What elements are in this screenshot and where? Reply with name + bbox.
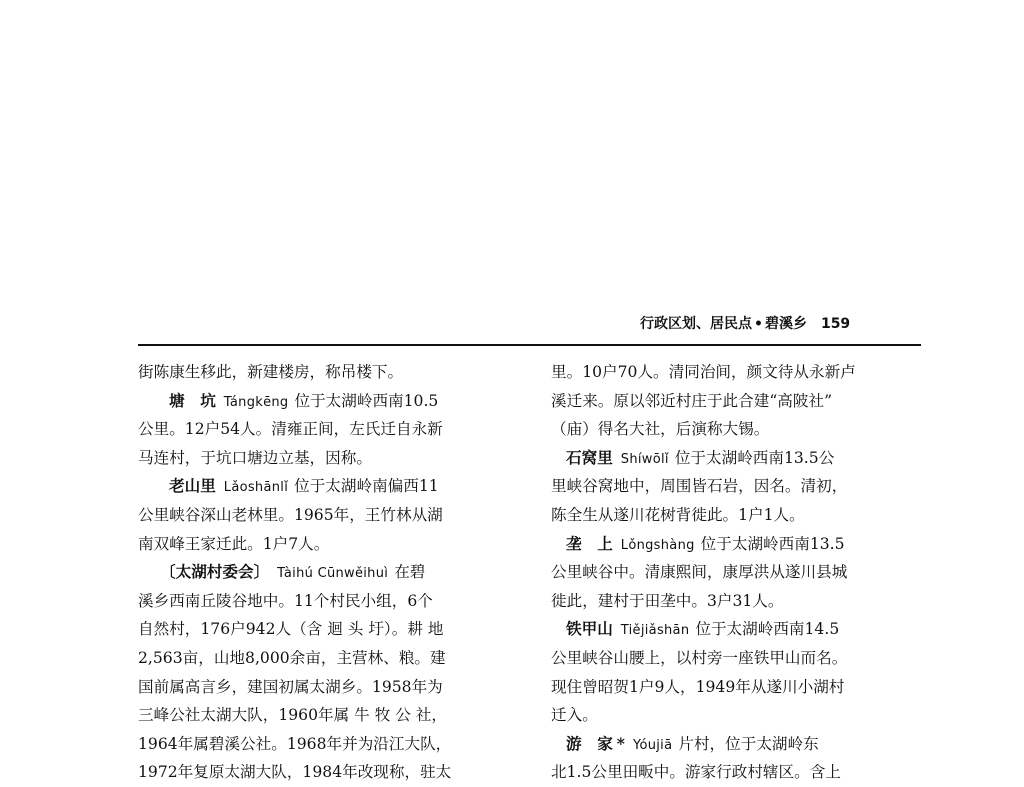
entry-line-laoshanli: [138, 472, 510, 501]
entry-desc: 片村，位于太湖岭东: [678, 734, 819, 753]
text-line: 南双峰王家迁此。1户7人。: [138, 534, 330, 553]
header-section: 行政区划、居民点: [640, 316, 752, 332]
text-line: 公里峡谷山腰上，以村旁一座铁甲山而名。: [551, 648, 848, 667]
text-line: 2,563亩，山地8,000余亩，主营林、粮。建: [138, 648, 446, 667]
text-line: 马连村，于坑口塘边立基，因称。: [138, 448, 372, 467]
text-line: 国前属高言乡，建国初属太湖乡。1958年为: [138, 677, 443, 696]
text-line: （庙）得名大社，后演称大锡。: [551, 420, 770, 439]
entry-line-shiwoli: [551, 444, 923, 473]
header-separator: •: [754, 316, 763, 332]
page-number: 159: [820, 316, 851, 332]
entry-desc: 位于太湖岭西南13.5: [700, 534, 845, 553]
text-line: 三峰公社太湖大队，1960年属 牛 牧 公 社，: [138, 706, 448, 725]
entry-line-tangkeng: [138, 387, 510, 416]
text-line: 陈全生从遂川花树背徙此。1户1人。: [551, 505, 805, 524]
entry-name: 垄 上: [566, 533, 613, 553]
text-line: 徙此，建村于田垄中。3户31人。: [551, 591, 784, 610]
entry-pinyin: Shíwōlǐ: [620, 451, 669, 467]
text-line: 里。10户70人。清同治间，颜文待从永新卢: [551, 363, 856, 381]
entry-pinyin: Lǎoshānlǐ: [223, 480, 289, 496]
right-column: [551, 358, 923, 787]
text-line: 1964年属碧溪公社。1968年并为沿江大队，: [138, 734, 452, 753]
entry-pinyin: Tàihú Cūnwěihuì: [277, 566, 389, 582]
entry-name: 游 家: [566, 733, 613, 753]
text-line: 公里。12户54人。清雍正间，左氏迁自永新: [138, 420, 443, 439]
text-line: 街陈康生移此，新建楼房，称吊楼下。: [138, 363, 404, 381]
text-line: 迁入。: [551, 706, 598, 725]
text-line: 北1.5公里田畈中。游家行政村辖区。含上: [551, 763, 841, 782]
entry-line-youjia: [551, 730, 923, 759]
entry-name: 铁甲山: [566, 619, 613, 639]
entry-desc: 位于太湖岭西南13.5公: [674, 448, 835, 467]
text-line: 公里峡谷中。清康熙间，康厚洪从遂川县城: [551, 563, 848, 582]
entry-line-taihucun: [138, 558, 510, 587]
entry-mark: *: [616, 733, 625, 753]
entry-desc: 在碧: [394, 563, 426, 582]
running-header: [640, 313, 910, 339]
entry-desc: 位于太湖岭西南10.5: [294, 391, 439, 410]
entry-name: 塘 坑: [169, 390, 216, 410]
entry-desc: 位于太湖岭西南14.5: [695, 620, 840, 639]
entry-line-longshang: [551, 530, 923, 559]
entry-desc: 位于太湖岭南偏西11: [294, 477, 439, 496]
text-line: 溪乡西南丘陵谷地中。11个村民小组，6个: [138, 591, 433, 610]
text-line: 现住曾昭贺1户9人，1949年从遂川小湖村: [551, 677, 845, 696]
entry-pinyin: Tiějiǎshān: [620, 623, 690, 639]
entry-name: 〔太湖村委会〕: [160, 562, 270, 582]
entry-pinyin: Lǒngshàng: [620, 537, 695, 553]
text-line: 自然村，176户942人（含 迴 头 圩）。耕 地: [138, 620, 444, 639]
header-rule: [138, 344, 921, 346]
entry-name: 老山里: [169, 476, 216, 496]
entry-pinyin: Yóujiā: [632, 737, 673, 753]
entry-name: 石窝里: [566, 447, 613, 467]
text-line: 溪迁来。原以邻近村庄于此合建“高陂社”: [551, 391, 833, 410]
header-township: 碧溪乡: [764, 316, 807, 332]
entry-line-tiejiashan: [551, 615, 923, 644]
text-line: 1972年复原太湖大队，1984年改现称，驻太: [138, 763, 452, 782]
text-line: 公里峡谷深山老林里。1965年，王竹林从湖: [138, 505, 443, 524]
left-column: [138, 358, 510, 787]
entry-pinyin: Tángkēng: [223, 394, 289, 410]
text-line: 里峡谷窝地中，周围皆石岩，因名。清初，: [551, 477, 848, 496]
